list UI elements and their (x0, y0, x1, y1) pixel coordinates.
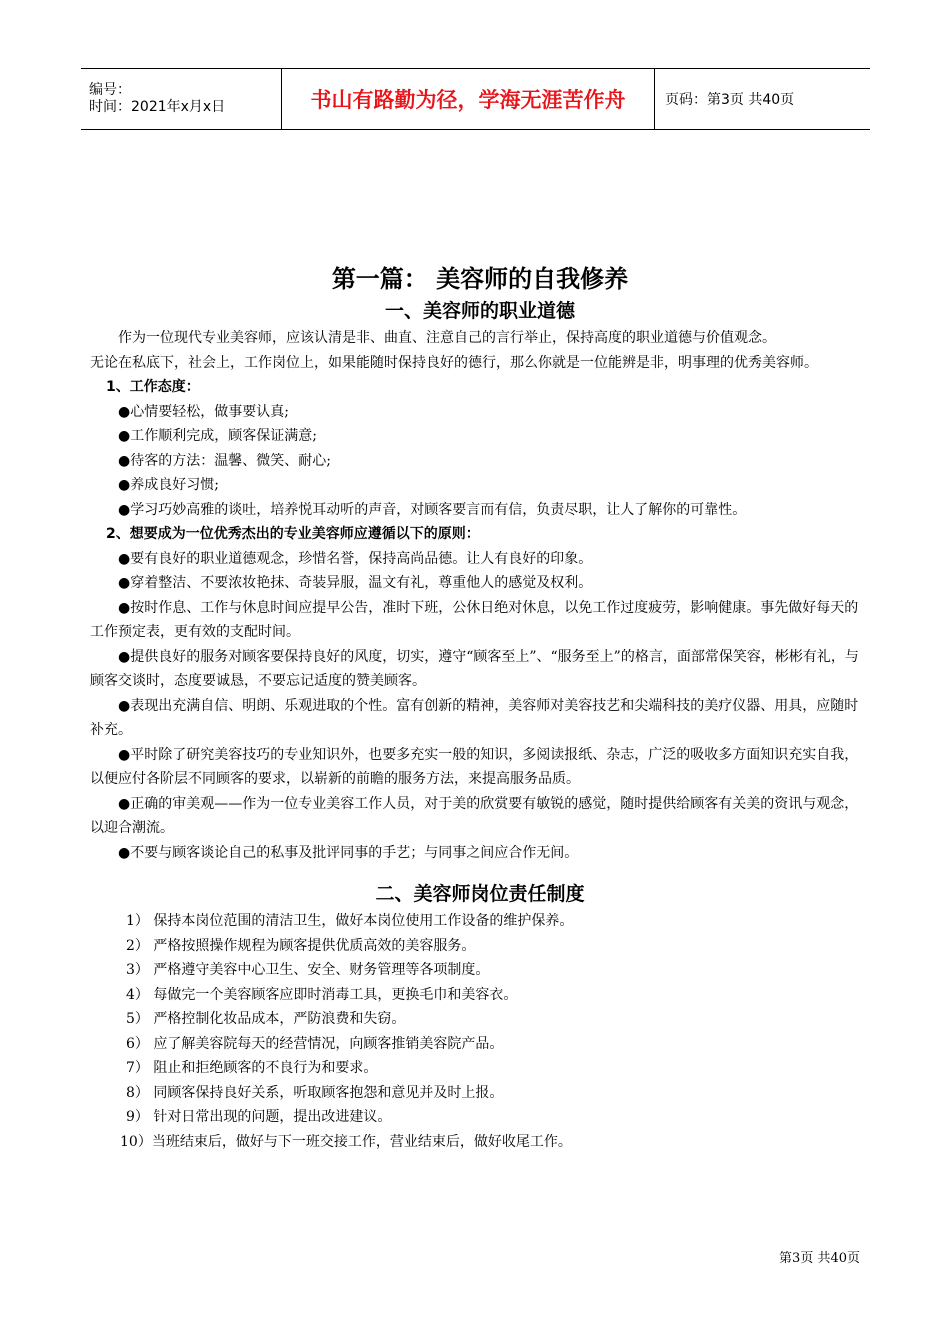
list-item: ●平时除了研究美容技巧的专业知识外，也要多充实一般的知识，多阅读报纸、杂志，广泛的吸收多方面知识充实自我，以便应付各阶层不同顾客的要求，以崭新的前瞻的服务方法，来提高服务品质。 (90, 746, 859, 787)
section1-title: 一、美容师的职业道德 (384, 300, 575, 322)
motto-cell (281, 69, 655, 129)
list-item: ●要有良好的职业道德观念，珍惜名誉，保持高尚品德。让人有良好的印象。 (118, 550, 593, 567)
page-info-cell (655, 69, 870, 129)
list-item: 2） 严格按照操作规程为顾客提供优质高效的美容服务。 (126, 937, 476, 954)
list-item: 3） 严格遵守美容中心卫生、安全、财务管理等各项制度。 (126, 962, 490, 978)
section1-paragraph-2: 无论在私底下，社会上，工作岗位上，如果能随时保持良好的德行，那么你就是一位能辨是非，明事理的优秀美容师。 (90, 354, 818, 371)
date-label: 时间：2021年x月x日 (89, 99, 226, 115)
list-item: ●心情要轻松，做事要认真; (118, 403, 289, 420)
doc-number-label: 编号： (89, 82, 131, 98)
list-item: ●待客的方法：温馨、微笑、耐心; (118, 452, 331, 469)
section2-title: 二、美容师岗位责任制度 (375, 883, 585, 905)
list-item: 6） 应了解美容院每天的经营情况，向顾客推销美容院产品。 (126, 1035, 504, 1052)
header-meta-cell (81, 69, 281, 129)
principles-heading: 2、想要成为一位优秀杰出的专业美容师应遵循以下的原则： (106, 526, 480, 542)
list-item: 10）当班结束后，做好与下一班交接工作，营业结束后，做好收尾工作。 (120, 1133, 572, 1150)
list-item: ●学习巧妙高雅的谈吐，培养悦耳动听的声音，对顾客要言而有信，负责尽职，让人了解你的可靠性。 (118, 501, 747, 518)
list-item: 5） 严格控制化妆品成本，严防浪费和失窃。 (126, 1011, 406, 1027)
header-table (81, 68, 870, 130)
footer-page-number: 第3页 共40页 (779, 1251, 860, 1266)
page-title: 第一篇： 美容师的自我修养 (331, 265, 629, 293)
motto-text: 书山有路勤为径，学海无涯苦作舟 (310, 88, 626, 112)
list-item: 4） 每做完一个美容顾客应即时消毒工具，更换毛巾和美容衣。 (126, 986, 518, 1003)
list-item: 1） 保持本岗位范围的清洁卫生，做好本岗位使用工作设备的维护保养。 (126, 913, 574, 929)
list-item: ●正确的审美观——作为一位专业美容工作人员，对于美的欣赏要有敏锐的感觉，随时提供给顾客有关美的资讯与观念，以迎合潮流。 (90, 795, 859, 836)
list-item: ●养成良好习惯; (118, 477, 219, 493)
list-item: ●按时作息、工作与休息时间应提早公告，准时下班，公休日绝对休息，以免工作过度疲劳，影响健康。事先做好每天的工作预定表，更有效的支配时间。 (90, 599, 859, 640)
list-item: ●不要与顾客谈论自己的私事及批评同事的手艺；与同事之间应合作无间。 (118, 844, 579, 861)
list-item: ●穿着整洁、不要浓妆艳抹、奇装异服，温文有礼，尊重他人的感觉及权利。 (118, 575, 593, 591)
document-body (90, 262, 870, 1154)
list-item: ●提供良好的服务对顾客要保持良好的风度，切实，遵守“顾客至上”、“服务至上”的格言，面部常保笑容，彬彬有礼，与顾客交谈时，态度要诚恳，不要忘记适度的赞美顾客。 (90, 648, 859, 689)
page-footer (779, 1247, 860, 1266)
list-item: ●工作顺利完成，顾客保证满意; (118, 428, 317, 444)
page-info-text: 页码：第3页 共40页 (665, 92, 795, 108)
list-item: 8） 同顾客保持良好关系，听取顾客抱怨和意见并及时上报。 (126, 1084, 504, 1101)
list-item: ●表现出充满自信、明朗、乐观进取的个性。富有创新的精神，美容师对美容技艺和尖端科技的美疗仪器、用具，应随时补充。 (90, 697, 859, 738)
work-attitude-heading: 1、工作态度： (106, 379, 200, 395)
list-item: 7） 阻止和拒绝顾客的不良行为和要求。 (126, 1060, 378, 1076)
list-item: 9） 针对日常出现的问题，提出改进建议。 (126, 1109, 392, 1125)
section1-paragraph-1: 作为一位现代专业美容师，应该认清是非、曲直、注意自己的言行举止，保持高度的职业道德与价值观念。 (118, 330, 776, 346)
